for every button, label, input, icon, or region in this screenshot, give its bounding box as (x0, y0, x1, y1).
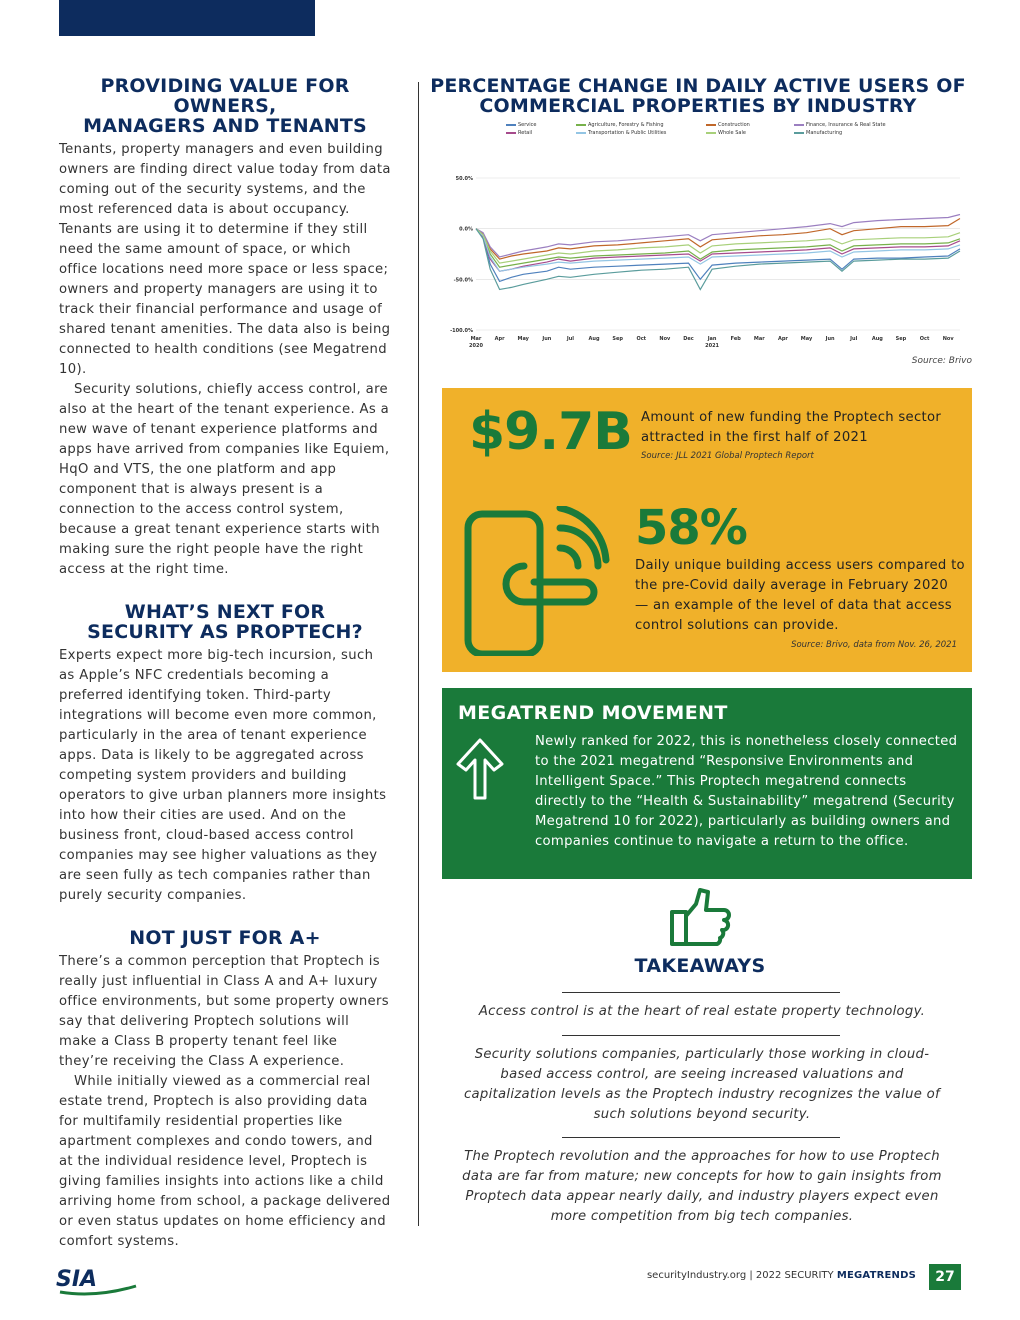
y-tick-label: 0.0% (459, 226, 473, 233)
footer-site: securityIndustry.org (646, 1270, 747, 1281)
legend-swatch (576, 124, 586, 126)
legend-label: Retail (518, 130, 533, 136)
megatrend-body: Newly ranked for 2022, this is nonetheless closely connected to the 2021 megatrend “Responsive Environments and Intelligent Space.” This Proptech megatrend connects directly to the “Health & Sustainability” megatrend (Security Megatrend 10 for 2022), particularly as building owners and companies continue to navigate a return to the office. (535, 734, 958, 849)
stat-access-desc: Daily unique building access users compared to the pre-Covid daily average in February 2020 — an example of the level of data that access control solutions can provide. (635, 558, 965, 633)
legend-entry (794, 122, 886, 128)
stat-funding-source: Source: JLL 2021 Global Proptech Report (641, 451, 814, 461)
x-tick-label: Apr (494, 336, 505, 342)
section-heading-value (59, 76, 391, 136)
paragraph: There’s a common perception that Proptech is really just influential in Class A and A+ luxury office environments, but some property owners say that delivering Proptech solutions will make a Class B property tenant feel like they’re receiving the Class A experience. (59, 954, 390, 1069)
section-heading-aplus: NOT JUST FOR A+ (129, 927, 321, 949)
x-tick-label: Mar (753, 336, 765, 342)
legend-label: Agriculture, Forestry & Fishing (588, 122, 664, 128)
x-tick-label: Nov (659, 336, 671, 342)
y-tick-label: -100.0% (450, 328, 473, 334)
x-tick-label: Oct (919, 336, 930, 342)
paragraph: Experts expect more big-tech incursion, such as Apple’s NFC credentials becoming a preferred identifying token. Third-party integrations will become even more common, particularly in the area of tenant experience apps. Data is likely to be aggregated across competing system providers and building operators to give urban planners more insights into how their cities are used. And on the business front, cloud-based access control companies may see higher valuations as they are seen fully as tech companies rather than purely security companies. (59, 648, 387, 903)
x-tick-year: 2020 (469, 343, 483, 349)
x-tick-label: Apr (777, 336, 788, 342)
footer-separator: | 2022 SECURITY (746, 1270, 837, 1281)
x-tick-label: Mar (470, 336, 482, 342)
legend-swatch (506, 124, 516, 126)
footer-text (600, 1270, 916, 1281)
takeaways-title: TAKEAWAYS (634, 955, 766, 977)
stats-panel (442, 388, 972, 672)
left-column (59, 76, 391, 1252)
legend-label: Finance, Insurance & Real State (806, 122, 886, 128)
sia-logo (56, 1264, 140, 1298)
y-tick-label: -50.0% (453, 277, 473, 284)
thumbs-up-icon (666, 886, 734, 948)
x-tick-label: Jul (850, 336, 858, 342)
page-number: 27 (929, 1264, 961, 1290)
x-tick-label: Sep (612, 336, 623, 342)
legend-label: Whole Sale (718, 130, 746, 136)
x-tick-label: Dec (683, 336, 694, 342)
x-tick-label: Aug (588, 336, 600, 342)
legend-swatch (794, 124, 804, 126)
section-heading-next (59, 602, 391, 642)
legend-label: Construction (718, 122, 750, 128)
stat-funding-value: $9.7B (469, 402, 632, 462)
stat-access-value: 58% (635, 500, 747, 556)
x-tick-label: Oct (636, 336, 647, 342)
arrow-up-icon (454, 736, 506, 804)
paragraph: Security solutions, chiefly access control, are also at the heart of the tenant experience. As a new wave of tenant experience platforms and apps have arrived from companies like Equiem, HqO and VTS, the one platform and app component that is always present is a connection to the access control system, because a great tenant experience starts with making sure the right people have the right access at the right time. (59, 382, 390, 577)
heading-line: WHAT’S NEXT FOR (124, 601, 326, 623)
legend-entry (506, 122, 536, 128)
chart-source: Source: Brivo (911, 356, 972, 366)
header-bar (59, 0, 315, 36)
x-tick-label: Sep (895, 336, 907, 342)
takeaway-rule (562, 992, 840, 993)
legend-label: Service (518, 122, 537, 128)
x-tick-label: Jan (707, 336, 717, 342)
stat-access-source: Source: Brivo, data from Nov. 26, 2021 (791, 640, 957, 650)
x-tick-label: Feb (730, 336, 741, 342)
megatrend-panel (442, 688, 972, 879)
paragraph: While initially viewed as a commercial real estate trend, Proptech is also providing data for multifamily residential properties like apartment complexes and condo towers, and at the individual residence level, Proptech is giving families insights into actions like a child arriving home from school, a package delivered or even status updates on home efficiency and comfort systems. (59, 1074, 391, 1249)
takeaway-rule (562, 1035, 840, 1036)
x-tick-label: May (800, 336, 813, 342)
x-tick-label: Jun (542, 336, 552, 342)
takeaway-item: The Proptech revolution and the approaches for how to use Proptech data are far from mature; new concepts for how to gain insights from Proptech data appear nearly daily, and industry players expect even more competition from big tech companies. (462, 1149, 942, 1224)
chart-title-line: COMMERCIAL PROPERTIES BY INDUSTRY (479, 95, 917, 117)
chart-title (428, 76, 968, 116)
line-chart (440, 118, 975, 370)
legend-swatch (706, 124, 716, 126)
x-tick-label: Jun (825, 336, 835, 342)
legend-entry (706, 122, 750, 128)
takeaway-item: Access control is at the heart of real estate property technology. (478, 1004, 926, 1019)
footer-brand: MEGATRENDS (836, 1270, 916, 1281)
stat-funding-desc: Amount of new funding the Proptech sector attracted in the first half of 2021 (641, 410, 942, 445)
x-tick-year: 2021 (705, 343, 720, 349)
legend-label: Manufacturing (806, 130, 843, 136)
takeaway-rule (562, 1137, 840, 1138)
chart-title-line: PERCENTAGE CHANGE IN DAILY ACTIVE USERS OF (430, 75, 966, 97)
heading-line: SECURITY AS PROPTECH? (87, 621, 363, 643)
smart-lock-icon (462, 506, 612, 656)
sia-logo-text: SIA (56, 1267, 98, 1292)
x-tick-label: May (517, 336, 529, 342)
legend-entry (576, 122, 664, 128)
x-tick-label: Nov (942, 336, 954, 342)
x-tick-label: Jul (566, 336, 575, 342)
chart-plot (440, 130, 975, 370)
y-tick-label: 50.0% (455, 176, 473, 182)
legend-label: Transportation & Public Utilities (588, 130, 667, 136)
heading-line: PROVIDING VALUE FOR OWNERS, (100, 75, 350, 117)
takeaway-item: Security solutions companies, particularly those working in cloud-based access control, are seeing increased valuations and capitalization levels as the Proptech industry recognizes the value of such solutions beyond security. (463, 1047, 940, 1122)
column-divider (418, 82, 419, 1226)
x-tick-label: Aug (871, 336, 883, 342)
megatrend-title: MEGATREND MOVEMENT (458, 702, 728, 724)
paragraph: Tenants, property managers and even building owners are finding direct value today from data coming out of the security systems, and the most referenced data is about occupancy. Tenants are using it to determine if they still need the same amount of space, or which office locations need more space or less space; owners and property managers are using it to track their financial performance and usage of shared tenant amenities. The data also is being connected to health conditions (see Megatrend 10). (59, 142, 391, 377)
heading-line: MANAGERS AND TENANTS (83, 115, 367, 137)
